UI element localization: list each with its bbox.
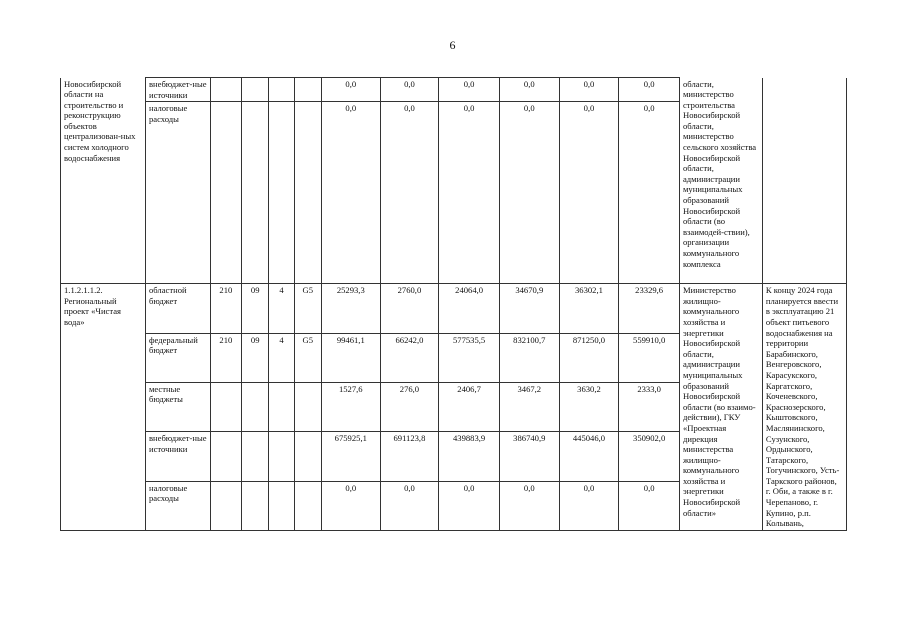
source-cell: внебюджет-ные источники bbox=[145, 432, 210, 481]
value-cell: 0,0 bbox=[380, 78, 439, 102]
value-cell: 1527,6 bbox=[321, 382, 380, 431]
rz-cell: 09 bbox=[242, 333, 269, 382]
pr-cell bbox=[269, 78, 294, 102]
value-cell: 0,0 bbox=[439, 78, 500, 102]
value-cell: 0,0 bbox=[499, 78, 559, 102]
value-cell: 36302,1 bbox=[559, 284, 619, 333]
grbs-cell bbox=[210, 78, 241, 102]
value-cell: 23329,6 bbox=[619, 284, 680, 333]
value-cell: 3467,2 bbox=[499, 382, 559, 431]
grbs-cell bbox=[210, 382, 241, 431]
value-cell: 2760,0 bbox=[380, 284, 439, 333]
value-cell: 0,0 bbox=[321, 102, 380, 284]
result-cell: К концу 2024 года планируется ввести в эксплуатацию 21 объект питьевого водоснабжения на территории Барабинского, Венгеровского, Карасукского, Каргатского, Коченевского, Краснозерского, Кыштовского, Маслянинского, Сузунского, Ордынского, Татарского, Тогучинского, Усть-Таркского районов, г. Оби, а также в г. Черепаново, г. Купино, р.п. Колывань, bbox=[762, 284, 846, 531]
csr-cell bbox=[294, 102, 321, 284]
source-cell: местные бюджеты bbox=[145, 382, 210, 431]
value-cell: 832100,7 bbox=[499, 333, 559, 382]
rz-cell bbox=[242, 432, 269, 481]
grbs-cell bbox=[210, 432, 241, 481]
csr-cell bbox=[294, 432, 321, 481]
pr-cell: 4 bbox=[269, 284, 294, 333]
value-cell: 0,0 bbox=[321, 481, 380, 530]
value-cell: 2333,0 bbox=[619, 382, 680, 431]
value-cell: 0,0 bbox=[321, 78, 380, 102]
grbs-cell bbox=[210, 102, 241, 284]
rz-cell bbox=[242, 102, 269, 284]
event-name-cell: Новосибирской области на строительство и реконструкцию объектов централизован-ных систем холодного водоснабжения bbox=[61, 78, 146, 284]
csr-cell bbox=[294, 78, 321, 102]
value-cell: 0,0 bbox=[499, 102, 559, 284]
csr-cell bbox=[294, 382, 321, 431]
event-name-cell: 1.1.2.1.1.2. Региональный проект «Чистая вода» bbox=[61, 284, 146, 531]
csr-cell bbox=[294, 481, 321, 530]
value-cell: 276,0 bbox=[380, 382, 439, 431]
value-cell: 691123,8 bbox=[380, 432, 439, 481]
table-row bbox=[61, 78, 847, 102]
rz-cell: 09 bbox=[242, 284, 269, 333]
source-cell: налоговые расходы bbox=[145, 102, 210, 284]
value-cell: 99461,1 bbox=[321, 333, 380, 382]
value-cell: 0,0 bbox=[499, 481, 559, 530]
grbs-cell: 210 bbox=[210, 333, 241, 382]
source-cell: областной бюджет bbox=[145, 284, 210, 333]
value-cell: 0,0 bbox=[559, 481, 619, 530]
program-table bbox=[60, 77, 847, 531]
value-cell: 3630,2 bbox=[559, 382, 619, 431]
pr-cell bbox=[269, 382, 294, 431]
value-cell: 66242,0 bbox=[380, 333, 439, 382]
pr-cell bbox=[269, 432, 294, 481]
csr-cell: G5 bbox=[294, 284, 321, 333]
value-cell: 0,0 bbox=[559, 102, 619, 284]
value-cell: 0,0 bbox=[439, 102, 500, 284]
value-cell: 871250,0 bbox=[559, 333, 619, 382]
executor-cell: области, министерство строительства Новосибирской области, министерство сельского хозяйства Новосибирской области, администрации муниципальных образований Новосибирской области (во взаимодей-ствии), организации коммунального комплекса bbox=[679, 78, 762, 284]
value-cell: 0,0 bbox=[380, 481, 439, 530]
source-cell: внебюджет-ные источники bbox=[145, 78, 210, 102]
value-cell: 24064,0 bbox=[439, 284, 500, 333]
value-cell: 0,0 bbox=[619, 102, 680, 284]
value-cell: 0,0 bbox=[380, 102, 439, 284]
rz-cell bbox=[242, 481, 269, 530]
value-cell: 2406,7 bbox=[439, 382, 500, 431]
pr-cell: 4 bbox=[269, 333, 294, 382]
pr-cell bbox=[269, 102, 294, 284]
source-cell: федеральный бюджет bbox=[145, 333, 210, 382]
value-cell: 0,0 bbox=[619, 78, 680, 102]
rz-cell bbox=[242, 382, 269, 431]
value-cell: 439883,9 bbox=[439, 432, 500, 481]
value-cell: 34670,9 bbox=[499, 284, 559, 333]
value-cell: 675925,1 bbox=[321, 432, 380, 481]
value-cell: 386740,9 bbox=[499, 432, 559, 481]
value-cell: 25293,3 bbox=[321, 284, 380, 333]
value-cell: 577535,5 bbox=[439, 333, 500, 382]
csr-cell: G5 bbox=[294, 333, 321, 382]
value-cell: 350902,0 bbox=[619, 432, 680, 481]
value-cell: 0,0 bbox=[559, 78, 619, 102]
value-cell: 559910,0 bbox=[619, 333, 680, 382]
table-row bbox=[61, 284, 847, 333]
grbs-cell bbox=[210, 481, 241, 530]
value-cell: 0,0 bbox=[439, 481, 500, 530]
executor-cell: Министерство жилищно-коммунального хозяйства и энергетики Новосибирской области, администрации муниципальных образований Новосибирской области (во взаимо-действии), ГКУ «Проектная дирекция министерства жилищно-коммунального хозяйства и энергетики Новосибирской области» bbox=[679, 284, 762, 531]
result-cell bbox=[762, 78, 846, 284]
pr-cell bbox=[269, 481, 294, 530]
page-number: 6 bbox=[449, 38, 456, 52]
source-cell: налоговые расходы bbox=[145, 481, 210, 530]
rz-cell bbox=[242, 78, 269, 102]
value-cell: 445046,0 bbox=[559, 432, 619, 481]
grbs-cell: 210 bbox=[210, 284, 241, 333]
value-cell: 0,0 bbox=[619, 481, 680, 530]
